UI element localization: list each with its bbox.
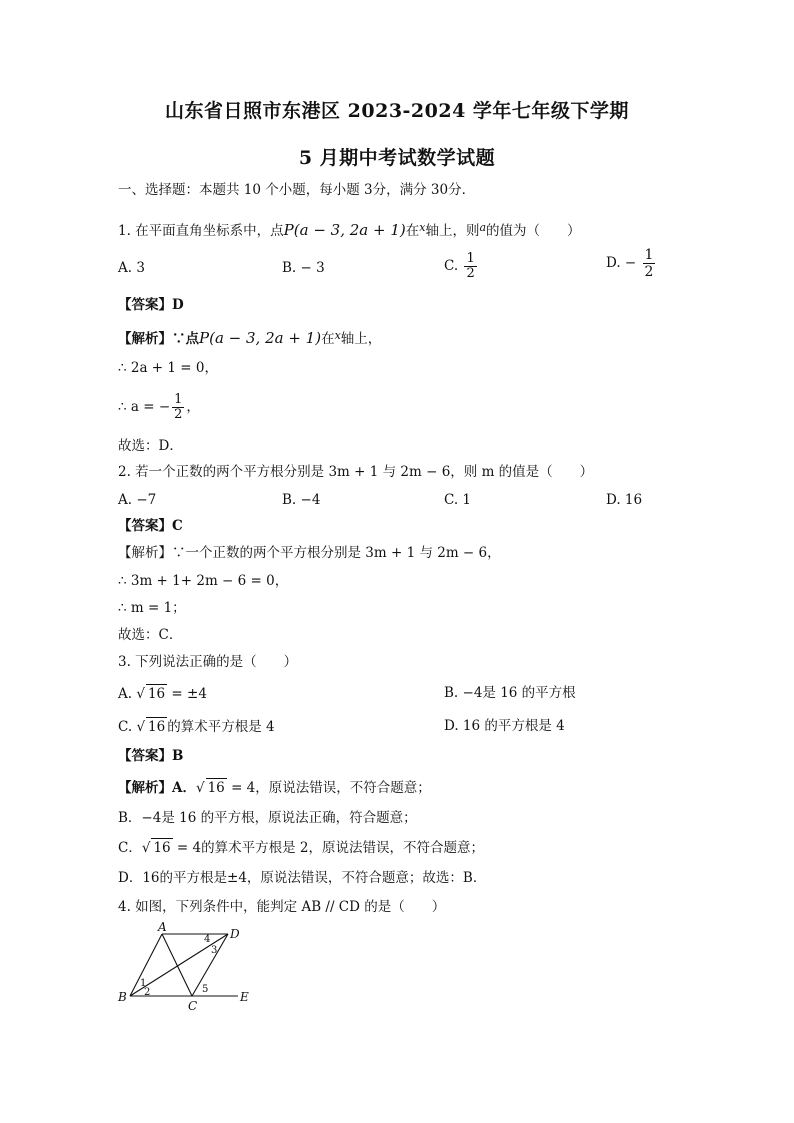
q3-analysis-label: 【解析】A．	[118, 780, 196, 796]
title-line-1: 山东省日照市东港区 2023-2024 学年七年级下学期	[165, 100, 629, 122]
sqrt-icon: √	[195, 780, 205, 796]
q2-analysis: 【解析】∵一个正数的两个平方根分别是 3m + 1 与 2m − 6，	[118, 545, 501, 561]
angle-2: 2	[144, 987, 151, 998]
q3-option-a-label: A.	[118, 686, 133, 702]
q2-step-1: ∴ 3m + 1+ 2m − 6 = 0，	[118, 573, 289, 589]
q3-option-a	[118, 684, 207, 703]
q1-stem	[118, 219, 581, 240]
angle-1: 1	[140, 978, 147, 989]
q2-option-d: D. 16	[606, 492, 643, 508]
sqrt-icon: √	[136, 686, 145, 702]
q2-option-b: B. −4	[282, 492, 321, 508]
q4-figure	[110, 922, 260, 1014]
q1-option-c-fraction	[464, 252, 476, 281]
frac-numerator: 1	[466, 251, 475, 266]
q1-stem-text-a: 1. 在平面直角坐标系中，点	[118, 223, 284, 239]
frac-denominator: 2	[466, 266, 475, 281]
angle-4: 4	[204, 934, 211, 945]
label-e: E	[240, 990, 249, 1004]
q1-analysis-label: 【解析】∵点	[118, 331, 199, 347]
q3-option-c-radicand: 16	[148, 719, 166, 735]
q1-option-d	[606, 247, 657, 280]
q2-answer: 【答案】C	[118, 518, 183, 534]
q1-stem-text-c: 轴上，则	[425, 223, 480, 239]
q1-point: P(a − 3, 2a + 1)	[283, 221, 406, 239]
q3-line-c-rest: = 4的算术平方根是 2，原说法错误，不符合题意；	[172, 840, 485, 856]
q1-option-d-label: D. −	[606, 255, 637, 271]
label-d: D	[230, 927, 240, 941]
q1-stem-text-d: 的值为（ ）	[486, 223, 581, 239]
q4-stem: 4. 如图，下列条件中，能判定 AB // CD 的是（ ）	[118, 899, 446, 915]
q3-option-a-rest: = ±4	[167, 686, 207, 702]
q2-stem: 2. 若一个正数的两个平方根分别是 3m + 1 与 2m − 6，则 m 的值是（ ）	[118, 464, 594, 480]
q1-step-2	[118, 393, 200, 422]
q1-option-d-fraction	[643, 247, 656, 280]
q1-step-1: ∴ 2a + 1 = 0，	[118, 360, 218, 376]
frac-denominator: 2	[174, 407, 183, 422]
q1-stem-text-b: 在	[405, 223, 420, 239]
q1-option-b: B. − 3	[282, 260, 325, 276]
title-line-2: 5 月期中考试数学试题	[298, 147, 496, 169]
q1-step-2-text: ∴ a = −	[118, 399, 171, 415]
q1-var: a	[479, 221, 487, 234]
q2-option-c: C. 1	[444, 492, 472, 508]
q1-axis: x	[419, 221, 426, 234]
q3-line-b: B．−4是 16 的平方根，原说法正确，符合题意；	[118, 810, 417, 826]
q3-analysis	[118, 778, 431, 797]
q3-option-d: D. 16 的平方根是 4	[444, 718, 565, 734]
q1-option-c	[444, 252, 479, 281]
frac-numerator: 1	[644, 247, 654, 263]
sqrt-icon: √	[141, 840, 151, 856]
q3-stem: 3. 下列说法正确的是（ ）	[118, 654, 298, 670]
q1-step-2-fraction	[172, 393, 184, 422]
q3-analysis-radicand: 16	[207, 780, 225, 796]
q1-analysis	[118, 327, 381, 348]
q1-analysis-point: P(a − 3, 2a + 1)	[199, 329, 322, 347]
segment-ac	[162, 934, 192, 996]
sqrt-icon: √	[136, 719, 146, 735]
q3-answer: 【答案】B	[118, 748, 184, 764]
q1-option-a: A. 3	[118, 260, 145, 276]
q3-option-c-rest: 的算术平方根是 4	[167, 719, 275, 735]
q2-step-2: ∴ m = 1；	[118, 600, 186, 616]
q3-option-c-label: C.	[118, 719, 133, 735]
q3-line-c-radicand: 16	[153, 840, 171, 856]
q2-option-a: A. −7	[118, 492, 157, 508]
q1-conclusion: 故选：D．	[118, 438, 183, 454]
q3-line-c-label: C．	[118, 840, 142, 856]
q1-step-2-comma: ，	[186, 399, 200, 415]
section-heading: 一、选择题：本题共 10 个小题，每小题 3分，满分 30分．	[118, 182, 476, 198]
angle-5: 5	[202, 984, 209, 995]
q1-option-c-label: C.	[444, 258, 459, 274]
q1-analysis-text-c: 轴上，	[340, 331, 382, 347]
frac-denominator: 2	[644, 264, 654, 280]
label-a: A	[158, 922, 167, 934]
q2-conclusion: 故选：C．	[118, 627, 183, 643]
q3-line-d: D．16的平方根是±4，原说法错误，不符合题意；故选：B．	[118, 870, 487, 886]
q1-analysis-text-b: 在	[321, 331, 335, 347]
q1-answer: 【答案】D	[118, 297, 184, 313]
q3-option-b: B. −4是 16 的平方根	[444, 685, 576, 701]
frac-numerator: 1	[174, 392, 183, 407]
angle-3: 3	[211, 945, 218, 956]
q1-analysis-axis: x	[334, 329, 341, 342]
q3-line-c	[118, 838, 484, 857]
q3-option-a-radicand: 16	[147, 686, 166, 702]
q3-option-c	[118, 717, 275, 736]
q3-analysis-rest: = 4，原说法错误，不符合题意；	[226, 780, 431, 796]
label-c: C	[188, 999, 198, 1013]
label-b: B	[118, 990, 127, 1004]
